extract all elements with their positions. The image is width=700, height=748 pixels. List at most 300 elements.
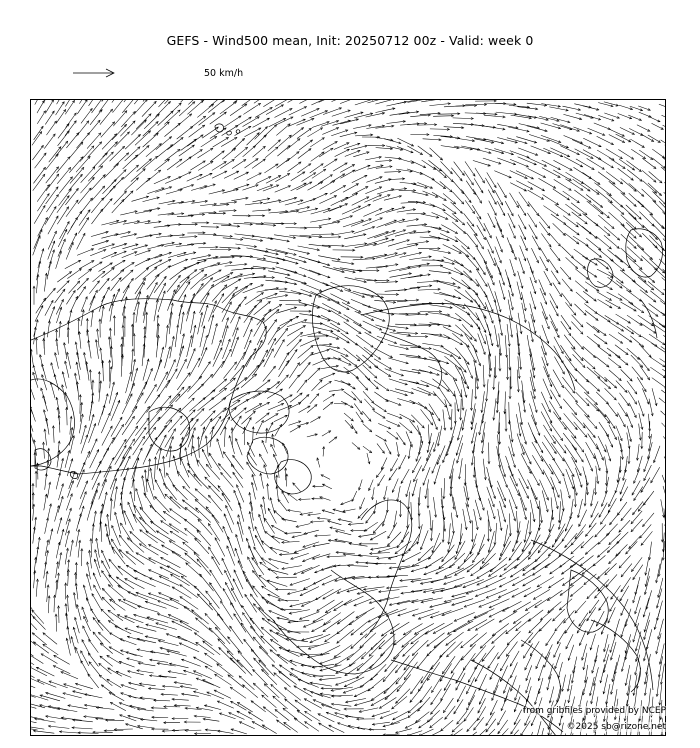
wind-arrow xyxy=(517,201,526,215)
wind-arrow xyxy=(31,349,33,365)
wind-arrow xyxy=(112,547,125,564)
wind-arrow xyxy=(649,304,665,316)
wind-arrow xyxy=(331,197,348,205)
wind-arrow xyxy=(605,113,620,118)
wind-arrow xyxy=(179,437,183,458)
wind-arrow xyxy=(98,405,105,425)
wind-arrow xyxy=(77,278,88,290)
wind-arrow xyxy=(429,249,450,253)
wind-arrow xyxy=(616,314,631,323)
wind-arrow xyxy=(183,486,199,500)
wind-arrow xyxy=(268,140,280,151)
wind-arrow xyxy=(323,402,333,410)
wind-arrow xyxy=(225,264,247,266)
wind-arrow xyxy=(269,559,289,564)
wind-arrow xyxy=(487,379,489,401)
wind-arrow xyxy=(652,149,664,158)
wind-arrow xyxy=(60,529,64,545)
wind-arrow xyxy=(49,307,55,323)
wind-arrow xyxy=(165,394,180,410)
wind-arrow xyxy=(373,411,385,419)
wind-arrow xyxy=(309,270,330,278)
wind-arrow xyxy=(370,531,386,540)
wind-arrow xyxy=(179,398,194,412)
wind-arrow xyxy=(409,442,411,459)
wind-arrow xyxy=(352,197,369,205)
wind-arrow xyxy=(571,436,583,452)
wind-arrow xyxy=(594,334,607,344)
wind-arrow xyxy=(373,521,384,533)
wind-arrow xyxy=(136,489,143,510)
wind-arrow xyxy=(244,223,263,224)
wind-arrow xyxy=(501,536,510,556)
wind-arrow xyxy=(181,458,189,477)
wind-arrow xyxy=(101,413,110,433)
wind-arrow xyxy=(497,223,504,238)
wind-arrow xyxy=(475,299,486,318)
wind-arrow xyxy=(518,148,537,155)
wind-arrow xyxy=(267,389,282,398)
wind-arrow xyxy=(565,387,578,403)
wind-arrow xyxy=(211,379,227,393)
wind-arrow xyxy=(353,259,375,260)
wind-arrow xyxy=(220,102,237,114)
wind-arrow xyxy=(594,454,600,471)
wind-arrow xyxy=(485,303,493,324)
wind-arrow xyxy=(553,283,562,297)
wind-arrow xyxy=(244,276,266,278)
wind-arrow xyxy=(288,100,306,102)
wind-arrow xyxy=(474,234,484,249)
wind-arrow xyxy=(66,508,71,524)
wind-arrow xyxy=(616,545,628,557)
wind-arrow xyxy=(154,177,170,184)
wind-arrow xyxy=(200,212,217,213)
wind-arrow xyxy=(291,183,306,191)
wind-arrow xyxy=(618,168,634,180)
wind-arrow xyxy=(663,486,666,503)
wind-arrow xyxy=(583,138,601,146)
wind-arrow xyxy=(67,133,79,148)
wind-arrow xyxy=(397,147,413,153)
wind-arrow xyxy=(387,121,406,123)
wind-arrow xyxy=(366,113,385,117)
wind-arrow xyxy=(373,239,394,246)
wind-arrow xyxy=(137,235,153,238)
wind-arrow xyxy=(564,157,583,167)
wind-arrow xyxy=(46,418,49,434)
wind-arrow xyxy=(244,256,266,259)
wind-arrow xyxy=(434,465,440,484)
wind-arrow xyxy=(495,217,502,232)
wind-arrow xyxy=(619,520,630,532)
wind-arrow xyxy=(376,325,396,331)
wind-arrow xyxy=(550,301,558,316)
wind-arrow xyxy=(560,267,570,279)
wind-arrow xyxy=(107,514,109,535)
wind-arrow xyxy=(384,139,401,144)
wind-arrow xyxy=(340,268,362,271)
wind-arrow xyxy=(279,361,289,377)
wind-arrow xyxy=(266,249,288,254)
wind-arrow xyxy=(443,443,450,462)
wind-arrow xyxy=(609,425,617,440)
wind-arrow xyxy=(376,468,384,478)
wind-arrow xyxy=(186,300,192,321)
wind-arrow xyxy=(187,243,205,244)
wind-arrow xyxy=(102,466,111,486)
wind-arrow xyxy=(408,275,430,278)
wind-arrow xyxy=(90,250,106,256)
wind-arrow xyxy=(264,100,281,107)
wind-arrow xyxy=(262,441,268,454)
wind-arrow xyxy=(642,171,656,183)
wind-arrow xyxy=(421,410,433,425)
wind-arrow xyxy=(198,161,213,170)
wind-arrow xyxy=(290,128,304,139)
wind-arrow xyxy=(167,159,182,170)
wind-arrow xyxy=(631,149,645,158)
wind-arrow xyxy=(36,298,46,313)
wind-arrow xyxy=(236,535,242,555)
wind-arrow xyxy=(321,323,340,331)
wind-arrow xyxy=(412,557,431,566)
wind-arrow xyxy=(397,244,418,249)
wind-arrow xyxy=(533,557,549,570)
wind-arrow xyxy=(478,490,484,510)
wind-arrow xyxy=(418,146,432,156)
wind-arrow xyxy=(527,103,547,105)
wind-arrow xyxy=(407,169,422,174)
wind-arrow xyxy=(257,185,273,191)
wind-arrow xyxy=(598,172,615,184)
wind-arrow xyxy=(320,294,339,304)
wind-arrow xyxy=(423,343,444,346)
wind-map xyxy=(30,99,666,736)
wind-arrow xyxy=(608,358,621,368)
wind-arrow xyxy=(364,209,382,217)
wind-arrow xyxy=(399,313,420,314)
wind-arrow xyxy=(154,226,170,228)
wind-arrow xyxy=(401,202,419,203)
wind-arrow xyxy=(627,413,633,428)
wind-arrow xyxy=(81,109,92,124)
wind-arrow xyxy=(88,340,91,358)
wind-arrow xyxy=(408,123,427,124)
wind-arrow xyxy=(388,523,397,539)
wind-arrow xyxy=(136,407,149,425)
wind-arrow xyxy=(554,337,563,354)
wind-arrow xyxy=(662,423,666,436)
wind-arrow xyxy=(84,353,87,371)
wind-arrow xyxy=(66,243,73,260)
wind-arrow xyxy=(527,126,547,131)
wind-arrow xyxy=(473,161,490,166)
wind-arrow xyxy=(102,426,112,445)
wind-arrow xyxy=(308,368,320,380)
wind-arrow xyxy=(145,222,161,224)
wind-arrow xyxy=(541,135,561,142)
wind-arrow xyxy=(81,310,84,326)
wind-arrow xyxy=(242,238,263,241)
wind-arrow xyxy=(268,404,283,410)
wind-arrow xyxy=(428,425,429,445)
wind-arrow xyxy=(328,521,342,525)
wind-arrow xyxy=(57,307,62,323)
wind-arrow xyxy=(631,519,642,532)
wind-arrow xyxy=(456,534,462,554)
wind-arrow xyxy=(309,259,330,265)
wind-arrow xyxy=(34,230,42,249)
wind-arrow xyxy=(409,492,410,509)
wind-arrow xyxy=(148,245,164,249)
wind-arrow xyxy=(475,168,484,183)
wind-arrow xyxy=(597,136,614,144)
wind-arrow xyxy=(32,132,42,146)
wind-arrow xyxy=(429,271,451,274)
wind-arrow xyxy=(286,350,297,366)
wind-arrow xyxy=(331,130,347,136)
wind-arrow xyxy=(378,547,397,553)
wind-arrow xyxy=(388,532,401,546)
wind-arrow xyxy=(596,236,611,249)
wind-arrow xyxy=(550,378,560,397)
wind-arrow xyxy=(594,123,610,129)
wind-arrow xyxy=(401,469,409,483)
wind-arrow xyxy=(598,533,610,544)
wind-arrow xyxy=(45,518,48,534)
wind-arrow xyxy=(320,196,337,204)
wind-arrow xyxy=(408,146,423,155)
wind-arrow xyxy=(81,435,87,453)
wind-arrow xyxy=(451,409,452,430)
wind-arrow xyxy=(505,392,506,414)
wind-arrow xyxy=(440,313,461,320)
wind-arrow xyxy=(79,218,89,234)
wind-arrow xyxy=(362,411,371,421)
wind-arrow xyxy=(178,185,194,190)
wind-arrow xyxy=(139,544,158,555)
wind-arrow xyxy=(89,550,91,568)
wind-arrow xyxy=(157,372,168,391)
wind-arrow xyxy=(609,334,622,343)
wind-arrow xyxy=(607,348,620,358)
wind-arrow xyxy=(377,336,397,343)
wind-arrow xyxy=(433,116,453,117)
wind-arrow xyxy=(149,545,168,555)
wind-arrow xyxy=(60,222,70,239)
wind-arrow xyxy=(212,171,227,178)
wind-arrow xyxy=(135,268,148,279)
wind-arrow xyxy=(355,135,372,136)
wind-arrow xyxy=(598,568,610,579)
wind-arrow xyxy=(115,512,121,533)
wind-arrow xyxy=(170,497,186,510)
wind-arrow xyxy=(499,541,510,560)
wind-arrow xyxy=(311,417,321,423)
wind-arrow xyxy=(487,173,496,188)
wind-arrow xyxy=(238,561,246,580)
wind-arrow xyxy=(439,282,460,288)
wind-arrow xyxy=(639,344,651,357)
wind-arrow xyxy=(400,345,421,347)
wind-arrow xyxy=(260,473,263,488)
wind-arrow xyxy=(65,101,74,115)
wind-arrow xyxy=(411,347,432,348)
wind-arrow xyxy=(156,435,166,454)
wind-arrow xyxy=(181,224,198,225)
wind-arrow xyxy=(444,478,445,498)
wind-arrow xyxy=(67,291,76,305)
wind-arrow xyxy=(58,124,69,138)
wind-arrow xyxy=(609,553,621,564)
wind-arrow xyxy=(356,377,368,390)
wind-arrow xyxy=(57,281,69,293)
wind-arrow xyxy=(121,456,130,476)
wind-arrow xyxy=(621,179,636,192)
wind-arrow xyxy=(193,446,199,466)
wind-arrow xyxy=(209,547,220,565)
wind-arrow xyxy=(487,487,494,507)
wind-arrow xyxy=(392,479,398,493)
wind-arrow xyxy=(456,106,477,107)
wind-arrow xyxy=(598,115,613,120)
wind-arrow xyxy=(59,321,60,337)
wind-arrow xyxy=(209,453,220,470)
wind-arrow xyxy=(618,413,626,427)
wind-arrow xyxy=(92,461,101,480)
wind-arrow xyxy=(616,281,631,292)
wind-arrow xyxy=(154,360,161,381)
wind-arrow xyxy=(506,456,513,476)
wind-arrow xyxy=(136,553,155,564)
wind-arrow xyxy=(219,378,235,391)
wind-arrow xyxy=(155,480,165,499)
wind-arrow xyxy=(252,236,273,239)
wind-arrow xyxy=(661,411,666,423)
wind-arrow xyxy=(186,563,202,577)
wind-arrow xyxy=(304,530,319,534)
wind-arrow xyxy=(442,380,455,396)
wind-arrow xyxy=(165,494,180,508)
wind-arrow xyxy=(606,469,607,486)
wind-arrow xyxy=(489,531,495,552)
wind-arrow xyxy=(471,389,472,410)
wind-arrow xyxy=(406,432,412,447)
wind-arrow xyxy=(466,255,479,270)
wind-arrow xyxy=(520,246,526,261)
wind-arrow xyxy=(231,408,246,421)
wind-arrow xyxy=(111,251,126,257)
wind-arrow xyxy=(595,183,612,196)
wind-arrow xyxy=(572,140,590,148)
wind-arrow xyxy=(363,446,372,452)
wind-arrow xyxy=(495,171,512,178)
wind-arrow xyxy=(99,448,109,467)
wind-arrow xyxy=(132,245,148,249)
wind-arrow xyxy=(99,278,109,291)
wind-arrow xyxy=(149,570,169,579)
wind-arrow xyxy=(620,128,634,135)
wind-arrow xyxy=(377,189,394,194)
wind-arrow xyxy=(248,557,258,575)
wind-arrow xyxy=(609,212,625,226)
wind-arrow xyxy=(629,403,636,418)
wind-arrow xyxy=(639,413,643,429)
wind-arrow xyxy=(510,159,528,167)
wind-arrow xyxy=(77,249,93,255)
wind-arrow xyxy=(477,248,487,264)
wind-arrow xyxy=(550,294,558,309)
wind-arrow xyxy=(166,190,182,195)
wind-arrow xyxy=(385,443,391,455)
wind-arrow xyxy=(301,332,321,336)
wind-arrow xyxy=(319,373,334,380)
wind-arrow xyxy=(474,179,483,193)
wind-arrow xyxy=(621,564,632,577)
wind-arrow xyxy=(187,336,192,357)
wind-arrow xyxy=(461,369,468,389)
wind-arrow xyxy=(302,565,320,573)
wind-arrow xyxy=(441,500,444,520)
wind-arrow xyxy=(96,538,99,557)
wind-arrow xyxy=(518,490,526,511)
wind-arrow xyxy=(266,295,287,299)
wind-arrow xyxy=(201,411,215,426)
wind-arrow xyxy=(527,258,533,273)
wind-arrow xyxy=(542,312,549,329)
wind-arrow xyxy=(148,459,150,481)
wind-arrow xyxy=(288,249,309,254)
wind-arrow xyxy=(234,172,248,179)
wind-arrow xyxy=(519,258,524,274)
wind-arrow xyxy=(344,367,359,378)
wind-arrow xyxy=(259,514,265,532)
wind-arrow xyxy=(398,288,420,291)
wind-arrow xyxy=(101,122,115,137)
wind-arrow xyxy=(323,142,337,150)
wind-arrow xyxy=(336,531,352,535)
wind-arrow xyxy=(651,367,666,377)
wind-arrow xyxy=(197,559,211,575)
wind-arrow xyxy=(217,439,223,458)
wind-arrow xyxy=(31,384,35,399)
wind-arrow xyxy=(91,232,108,237)
wind-arrow xyxy=(451,202,463,213)
wind-arrow xyxy=(564,114,582,119)
wind-arrow xyxy=(654,446,660,463)
wind-arrow xyxy=(627,326,641,336)
wind-arrow xyxy=(289,421,301,425)
wind-arrow xyxy=(210,128,226,138)
wind-arrow xyxy=(109,559,123,575)
wind-arrow xyxy=(395,231,416,236)
wind-arrow xyxy=(121,503,126,524)
wind-arrow xyxy=(187,174,202,181)
wind-arrow xyxy=(384,196,401,200)
wind-arrow xyxy=(475,500,481,520)
wind-arrow xyxy=(242,100,259,106)
wind-arrow xyxy=(539,215,550,228)
wind-arrow xyxy=(566,257,578,268)
wind-arrow xyxy=(527,335,531,356)
wind-arrow xyxy=(464,359,472,379)
wind-arrow xyxy=(43,442,44,458)
wind-arrow xyxy=(479,414,483,435)
wind-arrow xyxy=(125,147,140,161)
wind-arrow xyxy=(109,337,111,357)
wind-arrow xyxy=(65,121,76,136)
